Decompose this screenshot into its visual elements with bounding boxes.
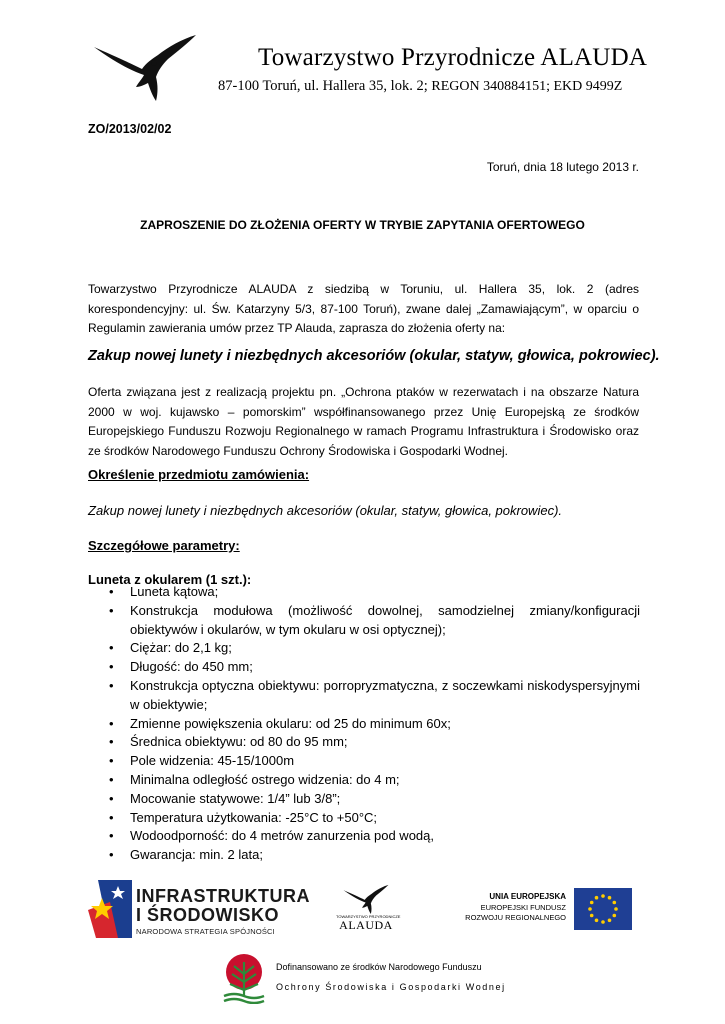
document-title: ZAPROSZENIE DO ZŁOŻENIA OFERTY W TRYBIE ZAPYTANIA OFERTOWEGO (140, 218, 585, 232)
list-item-text: Średnica obiektywu: od 80 do 95 mm; (130, 734, 348, 750)
bullet: • (109, 734, 114, 750)
alauda-bird-logo (92, 33, 198, 101)
bullet: • (109, 790, 114, 806)
subject-line: Zakup nowej lunety i niezbędnych akcesoriów (okular, statyw, głowica, pokrowiec). (88, 348, 660, 364)
bullet: • (109, 584, 114, 599)
parameters-list (88, 583, 640, 865)
luneta-heading: Luneta z okularem (1 szt.): (88, 572, 252, 587)
list-item (88, 771, 640, 790)
list-item (88, 583, 640, 602)
list-item-text: Zmienne powiększenia okularu: od 25 do minimum 60x; (130, 715, 451, 731)
list-item-text: Luneta kątowa; (130, 584, 219, 599)
is-flag-icon (88, 880, 132, 938)
bullet: • (109, 659, 114, 675)
is-line3: NARODOWA STRATEGIA SPÓJNOŚCI (136, 927, 275, 936)
list-item (88, 733, 640, 752)
eu-erdf-logo (456, 888, 636, 934)
list-item-text: Gwarancja: min. 2 lata; (130, 847, 263, 863)
list-item-text: Ciężar: do 2,1 kg; (130, 640, 232, 656)
list-item (88, 677, 640, 715)
list-item (88, 752, 640, 771)
list-item (88, 827, 640, 846)
list-item-text: Długość: do 450 mm; (130, 659, 253, 675)
organization-name: Towarzystwo Przyrodnicze ALAUDA (258, 44, 648, 71)
eu-line1: UNIA EUROPEJSKA (489, 892, 566, 901)
is-line2: I ŚRODOWISKO (136, 905, 280, 925)
bullet: • (109, 715, 114, 731)
project-paragraph: Oferta związana jest z realizacją projektu pn. „Ochrona ptaków w rezerwatach i na obszarze Natura 2000 w woj. kujawsko – pomorskim” współfinansowanego przez Unię Europejską ze środków Europejskiego Funduszu Rozwoju Regionalnego w ramach Programu Infrastruktura i Środowisko oraz ze środków Narodowego Funduszu Ochrony Środowiska i Gospodarki Wodnej. (88, 385, 639, 458)
list-item (88, 602, 640, 640)
bullet: • (109, 809, 114, 825)
date-line: Toruń, dnia 18 lutego 2013 r. (486, 160, 639, 174)
bullet: • (109, 771, 114, 787)
alauda-word: ALAUDA (339, 918, 393, 932)
list-item (88, 658, 640, 677)
bullet: • (109, 753, 114, 769)
section-subject-heading: Określenie przedmiotu zamówienia: (88, 467, 310, 482)
nfos-emblem-icon (220, 952, 268, 1004)
list-item (88, 809, 640, 828)
eu-line2: EUROPEJSKI FUNDUSZ (480, 903, 566, 912)
list-item (88, 846, 640, 865)
list-item (88, 715, 640, 734)
nfos-line2: Ochrony Środowiska i Gospodarki Wodnej (276, 982, 506, 992)
bullet: • (109, 640, 114, 656)
list-item-text: Wodoodporność: do 4 metrów zanurzenia pod wodą, (130, 828, 435, 844)
nfosigw-logo (220, 950, 520, 1008)
address-text: 87-100 Toruń, ul. Hallera 35, lok. 2; (218, 78, 428, 94)
bullet: • (109, 602, 114, 618)
alauda-footer-logo (336, 884, 401, 934)
bullet: • (109, 828, 114, 844)
alauda-small-bird-icon (342, 884, 390, 914)
bullet: • (109, 677, 114, 693)
list-item-text: Konstrukcja modułowa (możliwość dowolnej, samodzielnej zmiany/konfiguracji obiektywów i okularów, w tym okularu w osi optycznej); (130, 602, 640, 637)
list-item (88, 639, 640, 658)
list-item-text: Konstrukcja optyczna obiektywu: porropryzmatyczna, z soczewkami niskodyspersyjnymi w obiektywie; (130, 677, 640, 712)
section-params-heading: Szczegółowe parametry: (88, 538, 240, 553)
registry-numbers: REGON 340884151; EKD 9499Z (431, 79, 623, 94)
organization-address (218, 78, 622, 95)
infrastruktura-srodowisko-logo (88, 880, 310, 938)
section-subject-text: Zakup nowej lunety i niezbędnych akcesoriów (okular, statyw, głowica, pokrowiec). (88, 503, 563, 518)
eu-flag-icon (574, 888, 632, 930)
nfos-line1: Dofinansowano ze środków Narodowego Funduszu (276, 962, 482, 972)
bullet: • (109, 847, 114, 863)
alauda-small-text: TOWARZYSTWO PRZYRODNICZE (336, 914, 401, 919)
reference-number: ZO/2013/02/02 (88, 122, 172, 136)
list-item (88, 790, 640, 809)
is-line1: INFRASTRUKTURA (136, 886, 310, 906)
eu-line3: ROZWOJU REGIONALNEGO (465, 913, 566, 922)
intro-paragraph: Towarzystwo Przyrodnicze ALAUDA z siedzibą w Toruniu, ul. Hallera 35, lok. 2 (adres korespondencyjny: ul. Św. Katarzyny 5/3, 87-100 Toruń), zwane dalej „Zamawiającym”, w oparciu o Regulamin zawierania umów przez TP Alauda, zaprasza do złożenia oferty na: (88, 282, 639, 335)
list-item-text: Minimalna odległość ostrego widzenia: do 4 m; (130, 771, 400, 787)
list-item-text: Temperatura użytkowania: -25°C to +50°C; (130, 809, 378, 825)
list-item-text: Pole widzenia: 45-15/1000m (130, 753, 295, 769)
list-item-text: Mocowanie statywowe: 1/4” lub 3/8”; (130, 790, 341, 806)
